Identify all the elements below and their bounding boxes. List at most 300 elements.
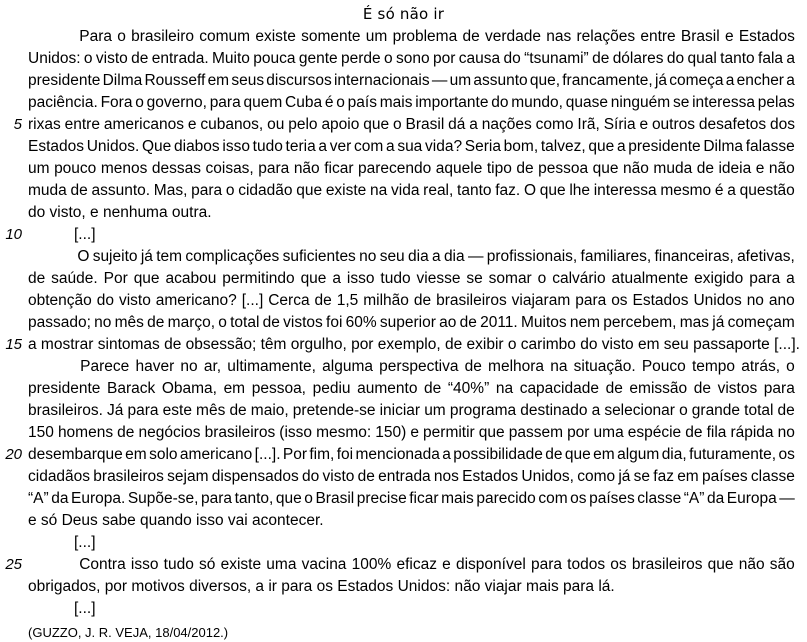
word: de [459, 314, 477, 331]
word: atualmente [611, 270, 689, 287]
text-line [5, 554, 795, 576]
word: ar, [203, 358, 222, 375]
word: desafetos [698, 116, 767, 133]
word: não [738, 556, 765, 573]
word: Unidos: [28, 50, 81, 67]
word: com [538, 490, 568, 507]
text-line [5, 224, 795, 246]
word: dos [770, 116, 795, 133]
word: cidadãos [28, 468, 91, 485]
word: americanos [103, 116, 184, 133]
word: perspectiva [379, 358, 459, 375]
word: haver [135, 358, 175, 375]
word: visto [95, 50, 128, 67]
word: em [677, 468, 699, 485]
word: assunto [473, 72, 528, 89]
word: talvez, [540, 138, 586, 155]
word: aquele [435, 160, 483, 177]
word: O [77, 248, 90, 265]
word: dólares [612, 50, 664, 67]
line-text [28, 290, 795, 312]
word: muda [28, 182, 67, 199]
line-text [28, 400, 795, 422]
word: Cuba [285, 94, 323, 111]
text-line [28, 246, 795, 268]
text-line [28, 26, 795, 48]
word: a [432, 248, 441, 265]
word: sua [397, 138, 423, 155]
word: de [592, 50, 610, 67]
word: vistos [283, 314, 323, 331]
word: de [462, 28, 480, 45]
word: do [666, 50, 685, 67]
word: existe [255, 28, 296, 45]
text-line [28, 598, 795, 620]
word: uma [266, 556, 297, 573]
word: maio, [250, 402, 289, 419]
word: total [230, 314, 260, 331]
word: eficaz [396, 556, 437, 573]
word: presidente [628, 138, 701, 155]
page-title: É só não ir [362, 5, 445, 23]
word: de [357, 468, 375, 485]
line-number: 15 [5, 336, 22, 353]
word: Muito [212, 50, 250, 67]
word: 60% [345, 314, 377, 331]
word: dia [443, 248, 465, 265]
word: de [262, 314, 280, 331]
word: para [530, 556, 562, 573]
word: na [370, 182, 388, 199]
word: no [359, 248, 377, 265]
word: O [523, 182, 536, 199]
word: exigido [694, 270, 744, 287]
text-line [5, 444, 795, 466]
word: com [353, 138, 384, 155]
text-line [28, 532, 795, 554]
word: emissão [629, 380, 688, 397]
line-text [28, 70, 795, 92]
word: destinado [520, 402, 588, 419]
word: Pouco [641, 358, 686, 375]
word: real, [423, 182, 454, 199]
word: o [135, 94, 144, 111]
word: sono [396, 50, 430, 67]
word: em [207, 72, 230, 89]
text-line [28, 92, 795, 114]
word: interessa [593, 182, 657, 199]
word: — [779, 490, 795, 507]
word: faz [653, 468, 674, 485]
paragraph-indent [28, 26, 74, 48]
word: viesse [416, 270, 461, 287]
word: complicações [185, 248, 280, 265]
word: países [589, 490, 635, 507]
word: isso [130, 556, 159, 573]
word: alguma [322, 358, 373, 375]
line-number: 20 [5, 446, 22, 463]
text-line [13, 114, 795, 136]
word: obtenção [28, 292, 92, 309]
word: da [51, 490, 69, 507]
word: relações [576, 28, 636, 45]
word: os [610, 556, 627, 573]
word: os [778, 446, 795, 463]
word: e [410, 424, 419, 441]
word: pediu [312, 380, 351, 397]
word: da [706, 490, 725, 507]
word: vida? [425, 138, 463, 155]
word: e [187, 116, 197, 133]
word: na [495, 380, 514, 397]
paragraph-indent [28, 554, 74, 576]
word: e [639, 116, 649, 133]
word: atrás, [741, 358, 780, 375]
word: a [786, 50, 795, 67]
word: “A” [683, 490, 705, 507]
word: Que [141, 138, 172, 155]
word: ficar [324, 160, 354, 177]
word: francamente, [562, 72, 653, 89]
word: familiares, [580, 248, 652, 265]
word: em [223, 380, 246, 397]
word: a [469, 116, 478, 133]
word: já [618, 468, 631, 485]
text-line [28, 202, 795, 224]
word: só [199, 556, 216, 573]
word: sejam [167, 468, 209, 485]
word: para [127, 402, 159, 419]
line-text [28, 136, 795, 158]
word: Supõe-se, [127, 490, 199, 507]
word: no [746, 292, 764, 309]
word: mais [379, 94, 413, 111]
line-text: a mostrar sintomas de obsessão; têm orgulho, por exemplo, de exibir o carimbo do visto em seu passaporte [...]. [28, 336, 800, 353]
word: teria [285, 138, 316, 155]
word: — [467, 248, 484, 265]
word: a [385, 138, 395, 155]
word: de [314, 292, 332, 309]
word: entre [640, 28, 676, 45]
text-line [28, 290, 795, 312]
line-text: obrigados, por motivos diversos, a ir para os Estados Unidos: não viajar mais para lá. [28, 578, 615, 595]
word: o [218, 314, 227, 331]
word: de [424, 380, 442, 397]
line-text [28, 378, 795, 400]
text-line [28, 400, 795, 422]
word: tem [156, 248, 183, 265]
word: parecido [476, 490, 536, 507]
word: fim, [309, 446, 335, 463]
word: um [365, 28, 388, 45]
word: gente [298, 50, 338, 67]
word: para [258, 160, 290, 177]
word: Estados [738, 28, 795, 45]
document-page [0, 3, 807, 640]
word: selecionar [604, 402, 675, 419]
word: este [162, 402, 192, 419]
word: de [777, 402, 795, 419]
word: coisas, [205, 160, 254, 177]
word: os [611, 292, 628, 309]
word: o [83, 50, 93, 67]
text-line [28, 356, 795, 378]
word: foi [326, 314, 343, 331]
text-line [28, 510, 795, 532]
line-text [28, 92, 795, 114]
word: capacidade [519, 380, 599, 397]
word: algum [617, 446, 660, 463]
word: percebem, [603, 314, 677, 331]
word: pouca [253, 50, 296, 67]
word: “A” [28, 490, 49, 507]
word: seu [379, 248, 405, 265]
omission-marker: [...] [74, 226, 96, 243]
word: “40%” [447, 380, 490, 397]
paragraph-indent [28, 356, 74, 378]
word: Parece [80, 358, 130, 375]
word: 1,5 [336, 292, 359, 309]
word: a [591, 402, 601, 419]
line-text [28, 466, 795, 488]
word: americano? [155, 292, 237, 309]
word: 150) [375, 424, 407, 441]
line-text [28, 488, 795, 510]
word: vacina [301, 556, 347, 573]
text-line [28, 466, 795, 488]
word: solo [149, 446, 178, 463]
word: mês [114, 314, 144, 331]
word: ou [267, 116, 285, 133]
word: passem [508, 424, 563, 441]
word: questão [739, 182, 795, 199]
word: do [96, 292, 114, 309]
word: mesmo [660, 182, 712, 199]
word: para [201, 490, 233, 507]
word: ficar [409, 490, 439, 507]
word: cubanos, [200, 116, 264, 133]
word: no [94, 314, 112, 331]
word: superior [379, 314, 436, 331]
word: comum [199, 28, 251, 45]
word: visto [118, 292, 151, 309]
word: são [769, 556, 795, 573]
line-text [28, 180, 795, 202]
word: vida [391, 182, 420, 199]
word: 100% [351, 556, 392, 573]
word: tanto [720, 50, 755, 67]
word: mas [679, 314, 710, 331]
word: os [570, 490, 587, 507]
word: interessa [692, 94, 755, 111]
word: 150 [28, 424, 54, 441]
line-text [28, 554, 795, 576]
word: de [229, 402, 247, 419]
word: um [28, 160, 50, 177]
line-text [28, 268, 795, 290]
word: existe [220, 556, 262, 573]
word: suficientes [282, 248, 356, 265]
word: se [672, 94, 690, 111]
word: Brasil [680, 28, 720, 45]
word: fala [758, 50, 784, 67]
word: nos [433, 468, 459, 485]
word: que [363, 116, 390, 133]
word: afetivas, [737, 248, 795, 265]
word: bom, [503, 138, 539, 155]
word: existe [325, 182, 367, 199]
word: [...]. [254, 446, 281, 463]
word: para [749, 270, 781, 287]
line-text [28, 312, 795, 334]
word: saúde. [51, 270, 98, 287]
word: na [550, 358, 568, 375]
word: de [413, 292, 432, 309]
line-text [28, 444, 795, 466]
line-text [28, 114, 795, 136]
word: se [633, 468, 651, 485]
word: pretende-se [292, 402, 376, 419]
word: no [180, 358, 198, 375]
word: dessas [151, 160, 201, 177]
word: o [304, 490, 313, 507]
word: que [707, 556, 734, 573]
word: foi [336, 446, 354, 463]
text-line [5, 334, 800, 356]
word: problema [392, 28, 458, 45]
word: homens [57, 424, 114, 441]
word: Cerca [268, 292, 310, 309]
word: a [616, 138, 626, 155]
word: para [209, 94, 241, 111]
word: isso [346, 270, 375, 287]
word: de [117, 424, 135, 441]
word: um [449, 72, 472, 89]
word: ninguém [610, 94, 671, 111]
word: programa [449, 402, 517, 419]
word: ao [439, 314, 457, 331]
line-number: 10 [5, 226, 22, 243]
word: — [431, 72, 448, 89]
word: de [685, 424, 703, 441]
word: Barack [106, 380, 156, 397]
word: já [140, 248, 153, 265]
word: a [786, 270, 795, 287]
paragraph-indent [28, 246, 74, 268]
word: permitir [423, 424, 475, 441]
word: presidente [28, 380, 101, 397]
text-line [28, 70, 795, 92]
word: Unidos [693, 292, 742, 309]
line-number: 25 [5, 556, 22, 573]
word: país [347, 94, 377, 111]
word: que [296, 182, 323, 199]
word: Seria [464, 138, 501, 155]
word: Já [107, 402, 124, 419]
word: parecendo [358, 160, 432, 177]
word: discursos [266, 72, 332, 89]
word: permitindo [222, 270, 295, 287]
word: que [564, 446, 591, 463]
omission-marker: [...] [74, 600, 96, 617]
word: o [786, 358, 795, 375]
word: o [384, 50, 393, 67]
word: em [125, 446, 147, 463]
word: a [332, 270, 341, 287]
word: começa [669, 72, 724, 89]
word: fila [706, 424, 727, 441]
word: assunto. [91, 182, 151, 199]
word: Irã, [577, 116, 600, 133]
word: somente [301, 28, 361, 45]
word: tempo [691, 358, 736, 375]
word: pouco [54, 160, 97, 177]
word: países [701, 468, 748, 485]
word: Fora [100, 94, 133, 111]
word: como [535, 116, 574, 133]
word: brasileiros. [28, 402, 103, 419]
word: pessoa [538, 160, 589, 177]
word: para [575, 292, 607, 309]
word: verdade [484, 28, 541, 45]
word: entrada [378, 468, 431, 485]
line-text [28, 26, 795, 48]
word: profissionais, [486, 248, 578, 265]
word: Síria [603, 116, 636, 133]
word: que [539, 182, 566, 199]
word: de [693, 380, 711, 397]
word: de [28, 270, 46, 287]
word: sujeito [92, 248, 138, 265]
word: paciência. [28, 94, 98, 111]
word: diabos [174, 138, 220, 155]
word: brasileiros [631, 556, 703, 573]
word: Dilma [703, 138, 743, 155]
word: de [605, 380, 623, 397]
word: negócios [138, 424, 201, 441]
word: como [577, 468, 616, 485]
word: espécie [627, 424, 682, 441]
omission-marker: [...] [74, 534, 96, 551]
word: isso [222, 138, 250, 155]
word: é [714, 182, 724, 199]
word: Estados [462, 468, 519, 485]
word: Dilma [102, 72, 143, 89]
word: entre [64, 116, 100, 133]
word: visto [322, 468, 355, 485]
word: Brasil [405, 116, 445, 133]
word: presidente [28, 72, 101, 89]
text-line [28, 180, 795, 202]
word: de [696, 160, 714, 177]
word: financeiras, [654, 248, 734, 265]
word: a [725, 72, 735, 89]
word: 2011. [480, 314, 518, 331]
word: a [727, 182, 736, 199]
word: ano [768, 292, 795, 309]
text-line [28, 48, 795, 70]
word: calvário [552, 270, 606, 287]
word: classe [750, 468, 795, 485]
word: no [777, 424, 795, 441]
word: de [131, 50, 149, 67]
word: é [324, 94, 334, 111]
word: disponível [455, 556, 526, 573]
word: (isso [279, 424, 313, 441]
word: ver [329, 138, 352, 155]
word: mundo, [511, 94, 563, 111]
word: de [545, 446, 563, 463]
